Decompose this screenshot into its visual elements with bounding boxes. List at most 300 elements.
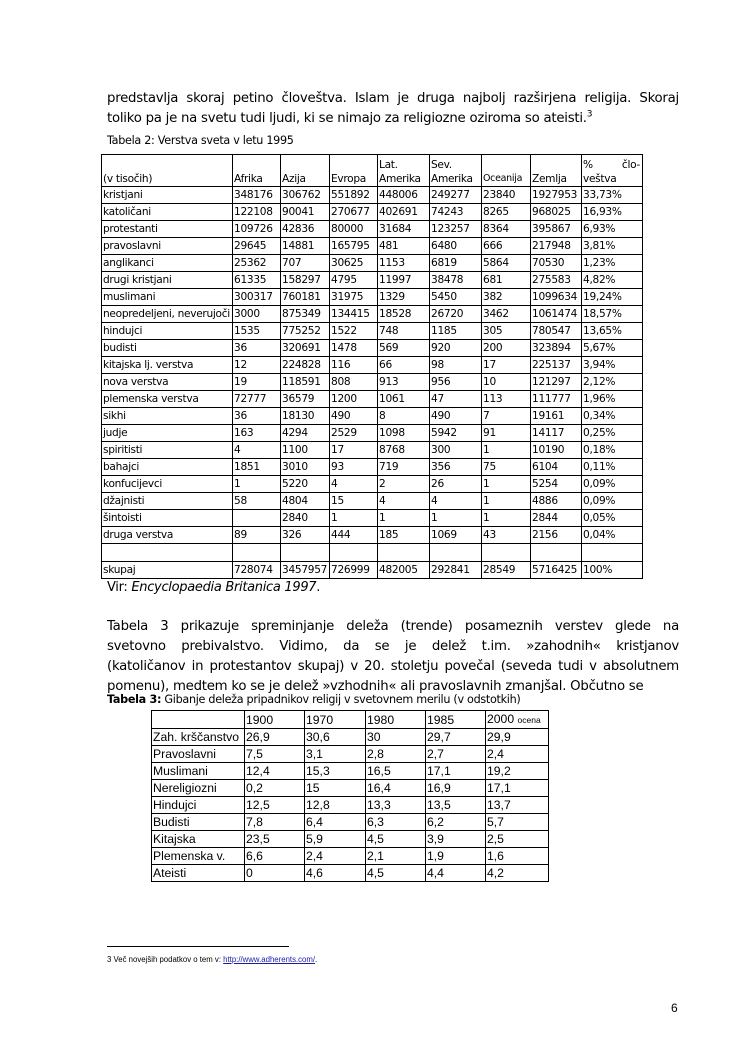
cell-value: 2 [378,476,430,493]
cell-value: 3,9 [426,831,486,848]
cell-value: 23,5 [245,831,305,848]
cell-value: 19161 [531,408,582,425]
cell-value: 1 [330,510,378,527]
cell-value: 448006 [378,187,430,204]
cell-value [582,544,643,562]
cell-value: 26 [430,476,482,493]
cell-value [482,544,531,562]
cell-value: 1522 [330,323,378,340]
body-line-2: svetovno prebivalstvo. Vidimo, da se je delež t.im. »zahodnih« kristjanov [107,639,679,654]
cell-value: 4 [233,442,281,459]
cell-value: 1,9 [426,848,486,865]
cell-value: 5716425 [531,562,582,579]
row-label: kitajska lj. verstva [102,357,233,374]
cell-value: 481 [378,238,430,255]
cell-value: 31684 [378,221,430,238]
cell-value: 5,67% [582,340,643,357]
cell-value: 4,4 [426,865,486,882]
cell-value: 4 [330,476,378,493]
cell-value: 13,3 [366,797,426,814]
cell-value: 1,23% [582,255,643,272]
row-label: kristjani [102,187,233,204]
cell-value: 3462 [482,306,531,323]
table-row [102,238,643,255]
empty-row [102,544,643,562]
cell-value: 89 [233,527,281,544]
cell-value: 1478 [330,340,378,357]
cell-value: 1 [378,510,430,527]
estimate-note: ocena [517,715,541,725]
cell-value: 5254 [531,476,582,493]
cell-value: 158297 [281,272,330,289]
cell-value: 2,4 [305,848,366,865]
header-zemlja: Zemlja [531,155,582,187]
cell-value: 3010 [281,459,330,476]
cell-value: 28549 [482,562,531,579]
cell-value: 5450 [430,289,482,306]
table-row [102,510,643,527]
cell-value: 6104 [531,459,582,476]
cell-value: 1098 [378,425,430,442]
cell-value: 249277 [430,187,482,204]
cell-value: 217948 [531,238,582,255]
cell-value: 1 [482,476,531,493]
cell-value: 58 [233,493,281,510]
cell-value: 134415 [330,306,378,323]
cell-value: 30625 [330,255,378,272]
cell-value: 956 [430,374,482,391]
cell-value: 1153 [378,255,430,272]
cell-value: 320691 [281,340,330,357]
source-title: Encyclopaedia Britanica 1997 [131,580,317,595]
cell-value: 123257 [430,221,482,238]
cell-value: 30 [366,729,426,746]
row-label: Nereligiozni [152,780,245,797]
cell-value: 36579 [281,391,330,408]
table2-source: Vir: Encyclopaedia Britanica 1997. [107,580,321,595]
cell-value: 10 [482,374,531,391]
row-label: anglikanci [102,255,233,272]
table-row [102,357,643,374]
cell-value: 225137 [531,357,582,374]
cell-value: 23840 [482,187,531,204]
cell-value: 5,7 [486,814,549,831]
cell-value: 12,5 [245,797,305,814]
table-row [152,763,549,780]
cell-value: 42836 [281,221,330,238]
cell-value: 36 [233,340,281,357]
table3-header-row [152,711,549,729]
cell-value: 0,09% [582,476,643,493]
cell-value: 38478 [430,272,482,289]
table-row [102,391,643,408]
cell-value: 80000 [330,221,378,238]
cell-value: 19,2 [486,763,549,780]
cell-value: 1185 [430,323,482,340]
cell-value: 91 [482,425,531,442]
header-1980: 1980 [366,711,426,729]
row-label: nova verstva [102,374,233,391]
cell-value [531,544,582,562]
cell-value: 70530 [531,255,582,272]
cell-value: 2,5 [486,831,549,848]
row-label: bahajci [102,459,233,476]
cell-value: 4 [430,493,482,510]
cell-value: 224828 [281,357,330,374]
cell-value: 2,12% [582,374,643,391]
cell-value: 12,4 [245,763,305,780]
cell-value: 4 [378,493,430,510]
cell-value: 0,05% [582,510,643,527]
cell-value: 15,3 [305,763,366,780]
cell-value: 306762 [281,187,330,204]
row-label: plemenska verstva [102,391,233,408]
cell-value: 165795 [330,238,378,255]
cell-value: 292841 [430,562,482,579]
cell-value: 726999 [330,562,378,579]
cell-value: 707 [281,255,330,272]
cell-value: 913 [378,374,430,391]
cell-value: 3,81% [582,238,643,255]
cell-value: 1535 [233,323,281,340]
cell-value: 1 [482,442,531,459]
cell-value: 4795 [330,272,378,289]
row-label: Budisti [152,814,245,831]
cell-value [233,510,281,527]
row-label: Pravoslavni [152,746,245,763]
cell-value: 75 [482,459,531,476]
cell-value: 780547 [531,323,582,340]
header-empty [152,711,245,729]
cell-value: 1100 [281,442,330,459]
cell-value: 93 [330,459,378,476]
cell-value: 13,5 [426,797,486,814]
cell-value: 98 [430,357,482,374]
footnote-reference[interactable]: 3 [586,109,593,120]
cell-value: 19 [233,374,281,391]
footnote-separator [107,946,289,947]
cell-value: 2156 [531,527,582,544]
row-label [102,544,233,562]
cell-value: 8 [378,408,430,425]
footnote: 3 Več novejših podatkov o tem v: http://www.adherents.com/. [107,955,318,964]
cell-value: 0,34% [582,408,643,425]
cell-value: 4294 [281,425,330,442]
cell-value [378,544,430,562]
cell-value: 13,65% [582,323,643,340]
cell-value: 1200 [330,391,378,408]
cell-value [430,544,482,562]
cell-value: 6,3 [366,814,426,831]
row-label: neopredeljeni, neverujoči [102,306,233,323]
cell-value: 348176 [233,187,281,204]
cell-value: 7,5 [245,746,305,763]
table-row [102,221,643,238]
cell-value: 3457957 [281,562,330,579]
cell-value: 7,8 [245,814,305,831]
cell-value: 5220 [281,476,330,493]
row-label: Muslimani [152,763,245,780]
cell-value: 12,8 [305,797,366,814]
cell-value: 2840 [281,510,330,527]
cell-value: 1061474 [531,306,582,323]
cell-value: 72777 [233,391,281,408]
cell-value: 30,6 [305,729,366,746]
table-row [152,848,549,865]
row-label: drugi kristjani [102,272,233,289]
cell-value: 326 [281,527,330,544]
cell-value: 1099634 [531,289,582,306]
cell-value: 275583 [531,272,582,289]
row-label: konfucijevci [102,476,233,493]
header-1900: 1900 [245,711,305,729]
cell-value: 18,57% [582,306,643,323]
cell-value: 12 [233,357,281,374]
cell-value: 25362 [233,255,281,272]
table-row [102,374,643,391]
table-row [152,831,549,848]
cell-value: 5942 [430,425,482,442]
cell-value: 4804 [281,493,330,510]
intro-paragraph [107,89,679,129]
row-label: protestanti [102,221,233,238]
cell-value: 2,8 [366,746,426,763]
cell-value: 444 [330,527,378,544]
cell-value: 26,9 [245,729,305,746]
table3-caption: Tabela 3: Gibanje deleža pripadnikov religij v svetovnem merilu (v odstotkih) [107,693,521,706]
cell-value: 490 [430,408,482,425]
cell-value: 1927953 [531,187,582,204]
table-row [102,204,643,221]
table-row [102,255,643,272]
cell-value: 14117 [531,425,582,442]
cell-value [233,544,281,562]
cell-value: 14881 [281,238,330,255]
table-row [152,865,549,882]
cell-value: 66 [378,357,430,374]
cell-value: 11997 [378,272,430,289]
cell-value: 569 [378,340,430,357]
cell-value: 8364 [482,221,531,238]
cell-value: 6,6 [245,848,305,865]
cell-value: 29645 [233,238,281,255]
cell-value: 13,7 [486,797,549,814]
cell-value: 490 [330,408,378,425]
body-line-4: pomenu), medtem ko se je delež »vzhodnih« ali pravoslavnih zmanjšal. Občutno se [107,679,644,694]
cell-value: 17 [482,357,531,374]
table-row [102,493,643,510]
cell-value: 113 [482,391,531,408]
cell-value: 61335 [233,272,281,289]
cell-value: 4,5 [366,831,426,848]
intro-line-2: toliko pa je na svetu tudi ljudi, ki se nimajo za religiozne oziroma so ateisti.$^3$ [107,109,593,126]
cell-value: 0,04% [582,527,643,544]
cell-value: 2,4 [486,746,549,763]
cell-value: 121297 [531,374,582,391]
cell-value: 16,93% [582,204,643,221]
cell-value: 163 [233,425,281,442]
row-label: Hindujci [152,797,245,814]
row-label: judje [102,425,233,442]
cell-value: 29,9 [486,729,549,746]
row-label: Zah. krščanstvo [152,729,245,746]
cell-value: 968025 [531,204,582,221]
table2-caption: Tabela 2: Verstva sveta v letu 1995 [107,134,294,147]
cell-value: 90041 [281,204,330,221]
row-label: muslimani [102,289,233,306]
table2-religions-1995 [101,154,643,579]
cell-value: 116 [330,357,378,374]
table-row [102,408,643,425]
cell-value: 0,09% [582,493,643,510]
cell-value: 1,6 [486,848,549,865]
cell-value: 43 [482,527,531,544]
header-2000: 2000 ocena [486,711,549,729]
cell-value: 0 [245,865,305,882]
cell-value: 681 [482,272,531,289]
header-1970: 1970 [305,711,366,729]
cell-value: 2529 [330,425,378,442]
cell-value: 4,5 [366,865,426,882]
cell-value: 2,7 [426,746,486,763]
header-1985: 1985 [426,711,486,729]
cell-value: 270677 [330,204,378,221]
cell-value: 300 [430,442,482,459]
cell-value: 100% [582,562,643,579]
cell-value: 1 [482,493,531,510]
cell-value: 482005 [378,562,430,579]
cell-value: 16,9 [426,780,486,797]
cell-value: 382 [482,289,531,306]
cell-value: 3,1 [305,746,366,763]
table-row [102,272,643,289]
cell-value: 728074 [233,562,281,579]
cell-value: 0,25% [582,425,643,442]
cell-value: 19,24% [582,289,643,306]
cell-value: 356 [430,459,482,476]
cell-value: 122108 [233,204,281,221]
header-sev-amerika: Sev. Amerika [430,155,482,187]
cell-value: 15 [330,493,378,510]
cell-value: 185 [378,527,430,544]
row-label: šintoisti [102,510,233,527]
row-label: druga verstva [102,527,233,544]
cell-value: 17 [330,442,378,459]
cell-value: 6,2 [426,814,486,831]
table-row [102,459,643,476]
header-pct-clovestva: % člo- veštva [582,155,643,187]
cell-value: 1 [482,510,531,527]
table-row [152,797,549,814]
cell-value: 6,4 [305,814,366,831]
header-lat-amerika: Lat. Amerika [378,155,430,187]
cell-value: 4886 [531,493,582,510]
cell-value: 0,11% [582,459,643,476]
table-row [102,476,643,493]
cell-value: 305 [482,323,531,340]
cell-value: 6480 [430,238,482,255]
cell-value [281,544,330,562]
table-row [152,746,549,763]
cell-value: 1061 [378,391,430,408]
header-oceanija: Oceanija [482,155,531,187]
cell-value: 4,82% [582,272,643,289]
cell-value: 16,4 [366,780,426,797]
cell-value: 775252 [281,323,330,340]
adherents-link[interactable]: http://www.adherents.com/ [223,955,316,964]
cell-value: 15 [305,780,366,797]
row-label: skupaj [102,562,233,579]
cell-value: 109726 [233,221,281,238]
cell-value: 395867 [531,221,582,238]
header-label: (v tisočih) [102,155,233,187]
cell-value: 111777 [531,391,582,408]
table3-religion-share-trend [151,710,549,882]
row-label: Plemenska v. [152,848,245,865]
cell-value: 5864 [482,255,531,272]
cell-value: 26720 [430,306,482,323]
row-label: budisti [102,340,233,357]
page-number: 6 [671,1001,678,1015]
cell-value: 8265 [482,204,531,221]
cell-value: 323894 [531,340,582,357]
table-row [102,340,643,357]
body-paragraph [107,617,679,697]
row-label: Ateisti [152,865,245,882]
row-label: Kitajska [152,831,245,848]
cell-value: 2,1 [366,848,426,865]
cell-value: 4,6 [305,865,366,882]
cell-value: 200 [482,340,531,357]
body-line-1: Tabela 3 prikazuje spreminjanje deleža (trende) posameznih verstev glede na [107,619,679,634]
cell-value: 10190 [531,442,582,459]
row-label: katoličani [102,204,233,221]
cell-value: 17,1 [426,763,486,780]
cell-value: 29,7 [426,729,486,746]
cell-value: 16,5 [366,763,426,780]
cell-value: 36 [233,408,281,425]
table2-header-row [102,155,643,187]
cell-value: 1329 [378,289,430,306]
cell-value: 4,2 [486,865,549,882]
total-row [102,562,643,579]
cell-value: 1,96% [582,391,643,408]
table-row [102,306,643,323]
cell-value: 33,73% [582,187,643,204]
table-row [102,527,643,544]
cell-value: 1851 [233,459,281,476]
header-afrika: Afrika [233,155,281,187]
table-row [102,289,643,306]
cell-value: 18528 [378,306,430,323]
table-row [102,323,643,340]
cell-value: 5,9 [305,831,366,848]
cell-value: 920 [430,340,482,357]
cell-value: 6,93% [582,221,643,238]
header-azija: Azija [281,155,330,187]
table-row [152,780,549,797]
cell-value: 551892 [330,187,378,204]
row-label: spiritisti [102,442,233,459]
cell-value: 3,94% [582,357,643,374]
row-label: džajnisti [102,493,233,510]
cell-value: 1069 [430,527,482,544]
cell-value [330,544,378,562]
table-row [102,442,643,459]
table-row [152,814,549,831]
cell-value: 31975 [330,289,378,306]
cell-value: 1 [430,510,482,527]
